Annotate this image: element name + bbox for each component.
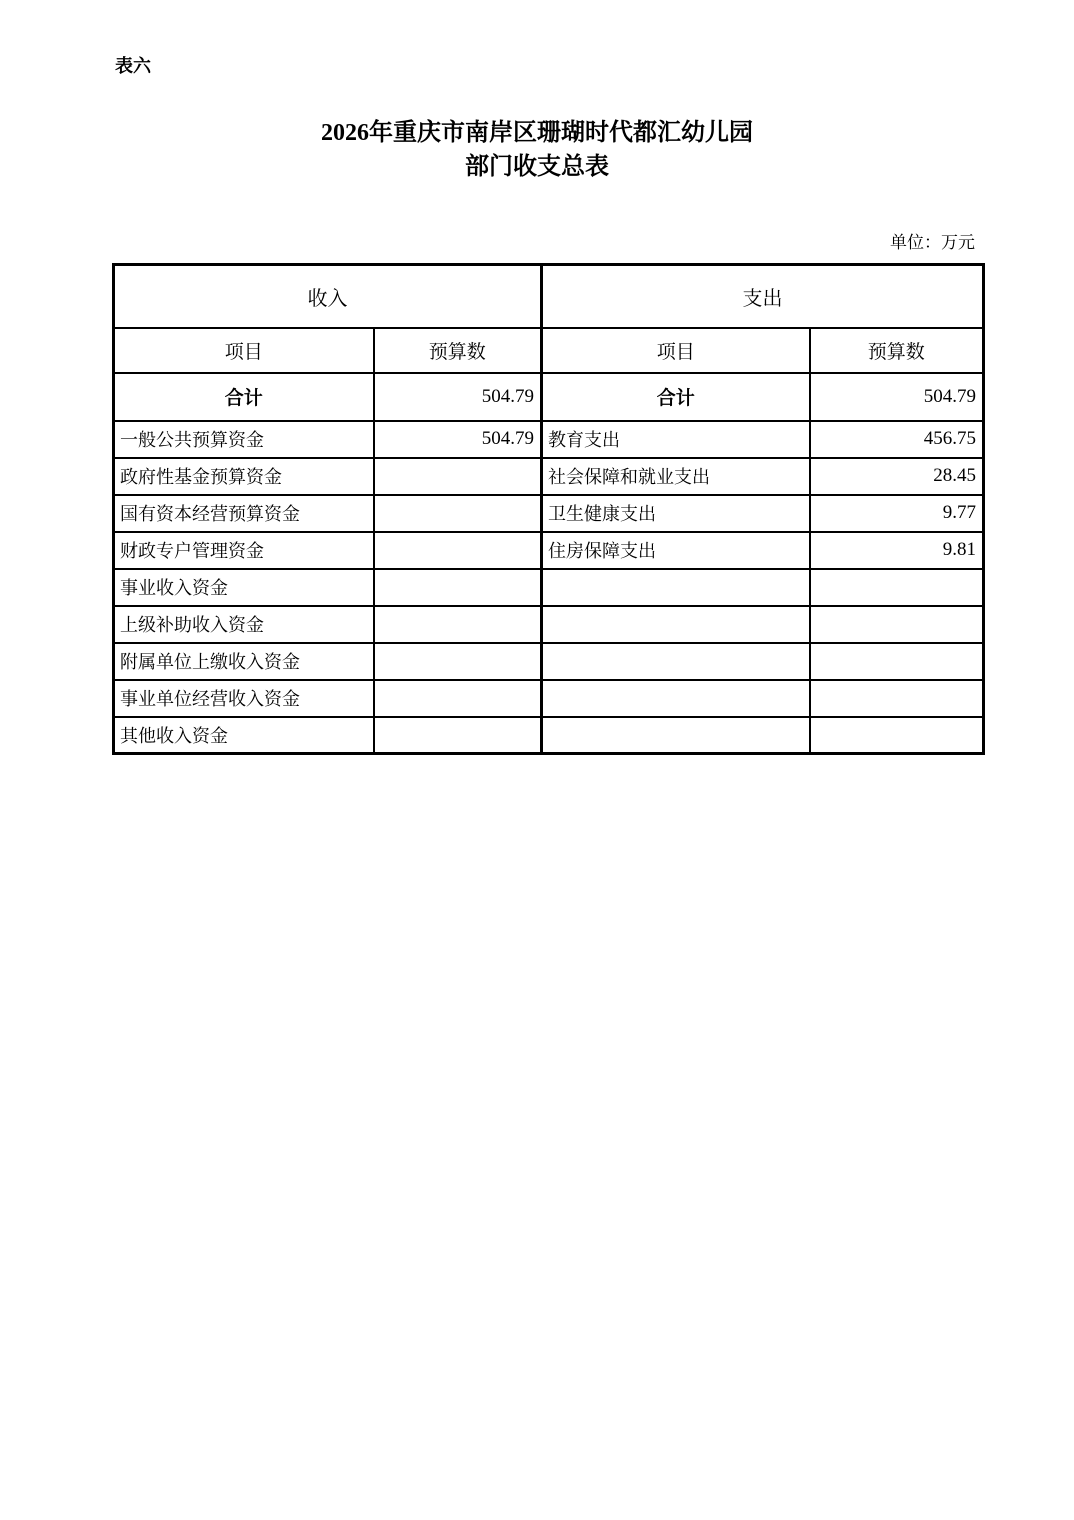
expense-item-cell xyxy=(542,569,810,606)
income-value-cell xyxy=(374,569,542,606)
table-row xyxy=(114,717,984,754)
table-row xyxy=(114,606,984,643)
income-value-cell xyxy=(374,458,542,495)
total-row xyxy=(114,373,984,421)
income-budget-header: 预算数 xyxy=(374,328,542,373)
income-value-cell: 504.79 xyxy=(374,421,542,458)
income-total-value: 504.79 xyxy=(374,373,542,421)
table-row xyxy=(114,495,984,532)
expense-value-cell xyxy=(810,717,984,754)
table-row xyxy=(114,643,984,680)
income-value-cell xyxy=(374,532,542,569)
income-value-cell xyxy=(374,717,542,754)
expense-item-cell: 住房保障支出 xyxy=(542,532,810,569)
expense-item-header: 项目 xyxy=(542,328,810,373)
income-value-cell xyxy=(374,495,542,532)
income-item-cell: 事业单位经营收入资金 xyxy=(114,680,374,717)
income-item-cell: 政府性基金预算资金 xyxy=(114,458,374,495)
expense-value-cell xyxy=(810,606,984,643)
income-item-cell: 上级补助收入资金 xyxy=(114,606,374,643)
income-item-cell: 国有资本经营预算资金 xyxy=(114,495,374,532)
expense-value-cell: 456.75 xyxy=(810,421,984,458)
expense-value-cell xyxy=(810,680,984,717)
income-total-label: 合计 xyxy=(114,373,374,421)
income-item-header: 项目 xyxy=(114,328,374,373)
income-section-header: 收入 xyxy=(114,265,542,328)
income-value-cell xyxy=(374,606,542,643)
table-body xyxy=(114,373,984,754)
table-row xyxy=(114,569,984,606)
expense-section-header: 支出 xyxy=(542,265,984,328)
document-title xyxy=(0,116,1074,184)
expense-value-cell xyxy=(810,569,984,606)
expense-item-cell xyxy=(542,606,810,643)
expense-item-cell: 社会保障和就业支出 xyxy=(542,458,810,495)
income-value-cell xyxy=(374,680,542,717)
table-row xyxy=(114,421,984,458)
income-value-cell xyxy=(374,643,542,680)
unit-label: 单位：万元 xyxy=(890,233,975,252)
table-row xyxy=(114,458,984,495)
income-item-cell: 一般公共预算资金 xyxy=(114,421,374,458)
title-line-2: 部门收支总表 xyxy=(465,154,609,180)
expense-item-cell: 卫生健康支出 xyxy=(542,495,810,532)
table-row xyxy=(114,680,984,717)
income-item-cell: 财政专户管理资金 xyxy=(114,532,374,569)
title-line-1: 2026年重庆市南岸区珊瑚时代都汇幼儿园 xyxy=(321,120,753,146)
table-number-label: 表六 xyxy=(115,56,151,76)
expense-value-cell: 9.77 xyxy=(810,495,984,532)
expense-value-cell: 9.81 xyxy=(810,532,984,569)
expense-value-cell: 28.45 xyxy=(810,458,984,495)
expense-total-label: 合计 xyxy=(542,373,810,421)
expense-item-cell xyxy=(542,680,810,717)
table-row xyxy=(114,532,984,569)
expense-item-cell: 教育支出 xyxy=(542,421,810,458)
budget-table xyxy=(112,263,985,755)
section-header-row xyxy=(114,265,984,328)
expense-budget-header: 预算数 xyxy=(810,328,984,373)
expense-item-cell xyxy=(542,717,810,754)
income-item-cell: 其他收入资金 xyxy=(114,717,374,754)
expense-value-cell xyxy=(810,643,984,680)
income-item-cell: 附属单位上缴收入资金 xyxy=(114,643,374,680)
income-item-cell: 事业收入资金 xyxy=(114,569,374,606)
expense-item-cell xyxy=(542,643,810,680)
column-header-row xyxy=(114,328,984,373)
expense-total-value: 504.79 xyxy=(810,373,984,421)
